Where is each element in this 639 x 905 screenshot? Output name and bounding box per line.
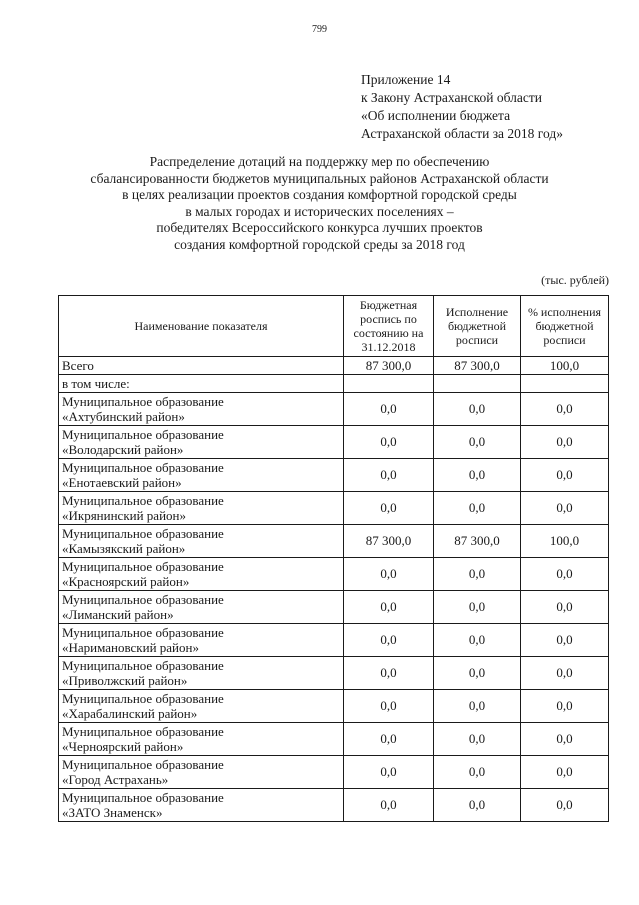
indicator-name-cell xyxy=(59,723,344,756)
appendix-line: Астраханской области за 2018 год» xyxy=(361,126,563,141)
header-budget-execution: Исполнение бюджетной росписи xyxy=(434,296,521,357)
title-line: в целях реализации проектов создания комфортной городской среды xyxy=(122,187,517,202)
indicator-name-line: Муниципальное образование xyxy=(62,493,224,508)
indicator-name-line: «Красноярский район» xyxy=(62,574,190,589)
title-line: победителях Всероссийского конкурса лучших проектов xyxy=(156,220,483,235)
execution-percent-cell: 100,0 xyxy=(521,357,609,375)
indicator-name-line: Муниципальное образование xyxy=(62,394,224,409)
budget-execution-cell: 87 300,0 xyxy=(434,525,521,558)
table-row xyxy=(59,723,609,756)
execution-percent-cell xyxy=(521,375,609,393)
appendix-line: к Закону Астраханской области xyxy=(361,90,543,105)
table-row xyxy=(59,756,609,789)
table-row xyxy=(59,624,609,657)
indicator-name-line: Муниципальное образование xyxy=(62,724,224,739)
budget-execution-cell: 87 300,0 xyxy=(434,357,521,375)
indicator-name-line: «Камызякский район» xyxy=(62,541,186,556)
budget-execution-cell: 0,0 xyxy=(434,591,521,624)
budget-execution-cell xyxy=(434,375,521,393)
budget-execution-cell: 0,0 xyxy=(434,459,521,492)
budget-execution-cell: 0,0 xyxy=(434,690,521,723)
title-line: в малых городах и исторических поселениях – xyxy=(185,203,454,219)
execution-percent-cell: 0,0 xyxy=(521,558,609,591)
table-row xyxy=(59,459,609,492)
indicator-name-cell xyxy=(59,375,344,393)
indicator-name-cell xyxy=(59,525,344,558)
indicator-name-line: Муниципальное образование xyxy=(62,460,224,475)
execution-percent-cell: 0,0 xyxy=(521,591,609,624)
indicator-name-line: в том числе: xyxy=(62,375,130,391)
indicator-name-cell xyxy=(59,357,344,375)
indicator-name-cell xyxy=(59,459,344,492)
indicator-name-line: Муниципальное образование xyxy=(62,790,224,805)
budget-plan-cell: 0,0 xyxy=(344,426,434,459)
table-row xyxy=(59,558,609,591)
units-label: (тыс. рублей) xyxy=(541,273,609,287)
budget-execution-cell: 0,0 xyxy=(434,492,521,525)
table-row xyxy=(59,525,609,558)
execution-percent-cell: 0,0 xyxy=(521,657,609,690)
indicator-name-cell xyxy=(59,492,344,525)
indicator-name-cell xyxy=(59,591,344,624)
execution-percent-cell: 0,0 xyxy=(521,690,609,723)
title-line: Распределение дотаций на поддержку мер по обеспечению xyxy=(149,154,490,169)
execution-percent-cell: 0,0 xyxy=(521,624,609,657)
execution-percent-cell: 0,0 xyxy=(521,426,609,459)
indicator-name-line: Муниципальное образование xyxy=(62,559,224,574)
indicator-name-line: Муниципальное образование xyxy=(62,757,224,772)
table-header-row xyxy=(59,296,609,357)
indicator-name-cell xyxy=(59,756,344,789)
execution-percent-cell: 0,0 xyxy=(521,492,609,525)
title-line: создания комфортной городской среды за 2018 год xyxy=(174,236,465,252)
execution-percent-cell: 0,0 xyxy=(521,393,609,426)
indicator-name-cell xyxy=(59,789,344,822)
table-row xyxy=(59,591,609,624)
execution-percent-cell: 0,0 xyxy=(521,723,609,756)
budget-execution-cell: 0,0 xyxy=(434,426,521,459)
indicator-name-line: «Приволжский район» xyxy=(62,673,188,688)
budget-plan-cell: 0,0 xyxy=(344,393,434,426)
table-row xyxy=(59,375,609,393)
budget-plan-cell: 0,0 xyxy=(344,624,434,657)
indicator-name-line: Муниципальное образование xyxy=(62,691,224,706)
budget-execution-cell: 0,0 xyxy=(434,657,521,690)
indicator-name-line: «Енотаевский район» xyxy=(62,475,182,490)
indicator-name-line: Муниципальное образование xyxy=(62,625,224,640)
header-budget-plan: Бюджетная роспись по состоянию на 31.12.2018 xyxy=(344,296,434,357)
indicator-name-cell xyxy=(59,690,344,723)
title-line: сбалансированности бюджетов муниципальных районов Астраханской области xyxy=(90,170,549,186)
indicator-name-cell xyxy=(59,624,344,657)
execution-percent-cell: 0,0 xyxy=(521,789,609,822)
indicator-name-line: «Лиманский район» xyxy=(62,607,174,622)
indicator-name-line: Муниципальное образование xyxy=(62,658,224,673)
execution-percent-cell: 100,0 xyxy=(521,525,609,558)
indicator-name-line: «Черноярский район» xyxy=(62,739,184,754)
indicator-name-line: «Володарский район» xyxy=(62,442,184,457)
budget-plan-cell: 87 300,0 xyxy=(344,525,434,558)
table-row xyxy=(59,357,609,375)
budget-plan-cell xyxy=(344,375,434,393)
budget-plan-cell: 0,0 xyxy=(344,591,434,624)
indicator-name-cell xyxy=(59,393,344,426)
header-execution-percent: % исполнения бюджетной росписи xyxy=(521,296,609,357)
indicator-name-line: «ЗАТО Знаменск» xyxy=(62,805,163,820)
indicator-name-cell xyxy=(59,657,344,690)
indicator-name-cell xyxy=(59,426,344,459)
appendix-note xyxy=(361,71,563,143)
budget-plan-cell: 0,0 xyxy=(344,789,434,822)
budget-plan-cell: 0,0 xyxy=(344,723,434,756)
indicator-name-line: «Город Астрахань» xyxy=(62,772,169,787)
budget-plan-cell: 0,0 xyxy=(344,459,434,492)
indicator-name-cell xyxy=(59,558,344,591)
indicator-name-line: Всего xyxy=(62,357,94,373)
budget-plan-cell: 0,0 xyxy=(344,657,434,690)
budget-plan-cell: 0,0 xyxy=(344,492,434,525)
indicator-name-line: «Икрянинский район» xyxy=(62,508,186,523)
table-row xyxy=(59,789,609,822)
budget-plan-cell: 0,0 xyxy=(344,756,434,789)
execution-percent-cell: 0,0 xyxy=(521,756,609,789)
budget-plan-cell: 0,0 xyxy=(344,690,434,723)
indicator-name-line: Муниципальное образование xyxy=(62,526,224,541)
table-row xyxy=(59,393,609,426)
table-row xyxy=(59,690,609,723)
execution-percent-cell: 0,0 xyxy=(521,459,609,492)
table-row xyxy=(59,492,609,525)
budget-table xyxy=(58,295,609,822)
table-body xyxy=(59,357,609,822)
indicator-name-line: «Харабалинский район» xyxy=(62,706,198,721)
document-title xyxy=(20,154,619,253)
header-indicator-name: Наименование показателя xyxy=(59,296,344,357)
budget-plan-cell: 0,0 xyxy=(344,558,434,591)
budget-execution-cell: 0,0 xyxy=(434,393,521,426)
page-number: 799 xyxy=(312,24,327,35)
appendix-line: Приложение 14 xyxy=(361,72,451,87)
indicator-name-line: «Наримановский район» xyxy=(62,640,199,655)
budget-execution-cell: 0,0 xyxy=(434,789,521,822)
budget-execution-cell: 0,0 xyxy=(434,756,521,789)
budget-plan-cell: 87 300,0 xyxy=(344,357,434,375)
appendix-line: «Об исполнении бюджета xyxy=(361,108,511,123)
table-row xyxy=(59,426,609,459)
budget-execution-cell: 0,0 xyxy=(434,558,521,591)
indicator-name-line: Муниципальное образование xyxy=(62,592,224,607)
indicator-name-line: Муниципальное образование xyxy=(62,427,224,442)
indicator-name-line: «Ахтубинский район» xyxy=(62,409,185,424)
budget-execution-cell: 0,0 xyxy=(434,624,521,657)
budget-execution-cell: 0,0 xyxy=(434,723,521,756)
table-row xyxy=(59,657,609,690)
